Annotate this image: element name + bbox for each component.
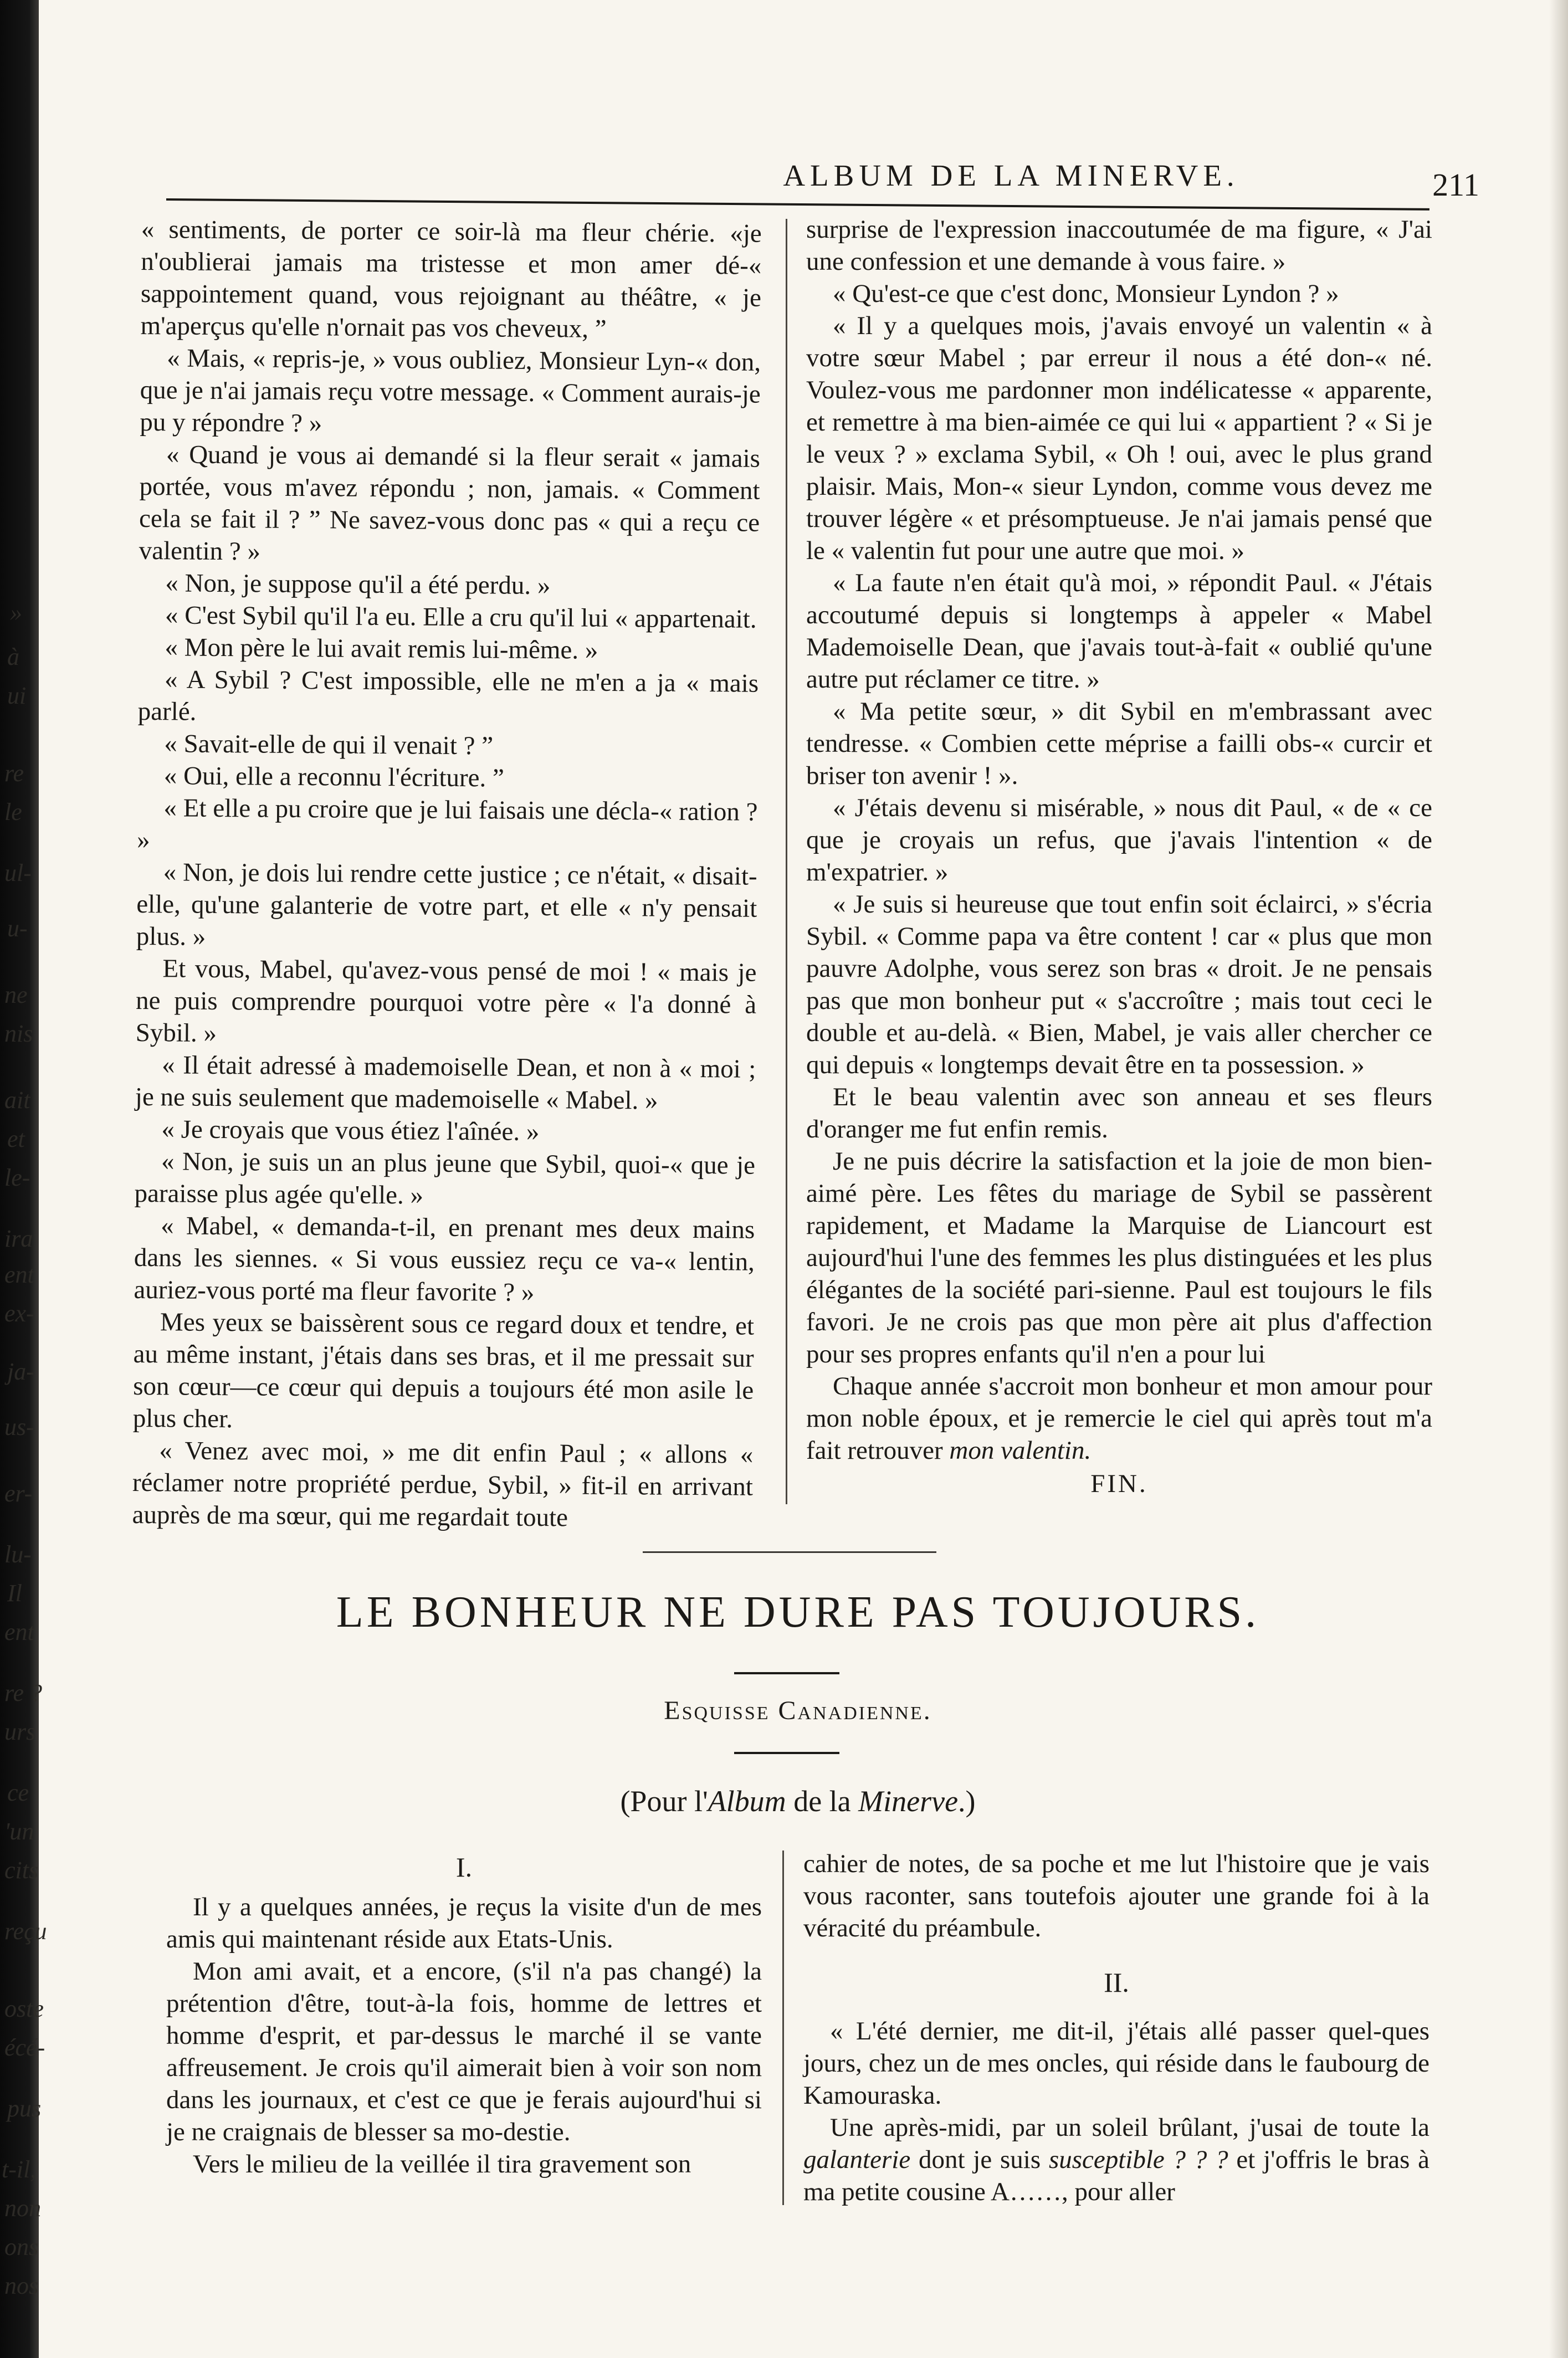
paragraph: « Il était adressé à mademoiselle Dean, et non à « moi ; je ne suis seulement que mademoiselle « Mabel. » <box>135 1050 756 1115</box>
page-number: 211 <box>1432 167 1479 203</box>
article-credit <box>166 1784 1429 1818</box>
paragraph: « La faute n'en était qu'à moi, » répondit Paul. « J'étais accoutumé depuis si longtemps à appeler « Mabel Mademoiselle Dean, que j'avais tout-à-fait « oublié qu'une autre put réclamer ce titre. » <box>806 568 1432 694</box>
paragraph: « Mabel, « demanda-t-il, en prenant mes deux mains dans les siennes. « Si vous eussiez reçu ce va-« lentin, auriez-vous porté ma fleur favorite ? » <box>134 1211 755 1307</box>
gutter-fragment: ent <box>4 1261 34 1288</box>
section-separator <box>643 1551 936 1553</box>
paragraph: Mon ami avait, et a encore, (s'il n'a pas changé) la prétention d'être, tout-à-la fois, homme de lettres et homme d'esprit, et par-dessus le marché il se vante affreusement. Je crois qu'il aimerait bien à voir son nom dans les journaux, et c'est ce que je ferais aujourd'hui si je ne craignais de blesser sa mo-destie. <box>166 1957 762 2146</box>
gutter-fragment: nos <box>4 2272 39 2299</box>
article-title: LE BONHEUR NE DURE PAS TOUJOURS. <box>336 1588 1260 1637</box>
paragraph: cahier de notes, de sa poche et me lut l'histoire que je vais vous raconter, sans toutefois ajouter une grande foi à la véracité du préambule. <box>803 1849 1429 1942</box>
paragraph: « Non, je suis un an plus jeune que Sybil, quoi-« que je paraisse plus agée qu'elle. » <box>134 1147 756 1210</box>
gutter-fragment: reçu <box>4 1918 47 1945</box>
paragraph: « C'est Sybil qu'il l'a eu. Elle a cru qu'il lui « appartenait. <box>165 601 757 634</box>
running-head: ALBUM DE LA MINERVE. <box>783 158 1239 192</box>
gutter-fragment: non <box>4 2195 41 2222</box>
credit-album: Album <box>708 1785 786 1818</box>
column-rule-bottom <box>782 1850 784 2205</box>
gutter-fragment: t-il, <box>2 2156 37 2183</box>
paragraph: « Mon père le lui avait remis lui-même. » <box>165 633 598 665</box>
paragraph-italic: mon valentin. <box>949 1436 1092 1465</box>
section-number: II. <box>1104 1967 1129 1998</box>
paragraph: « Savait-elle de qui il venait ? ” <box>164 729 494 761</box>
gutter-fragment: et <box>7 1125 25 1152</box>
gutter-fragment: us- <box>4 1413 34 1441</box>
gutter-fragment: le <box>4 798 22 826</box>
gutter-fragment: ce <box>7 1779 29 1806</box>
gutter-fragment: ul- <box>4 859 32 886</box>
gutter-fragment: cits <box>4 1857 39 1884</box>
column-rule-top <box>786 219 787 1504</box>
gutter-fragment: ait <box>4 1086 30 1114</box>
paragraph: « Mais, « repris-je, » vous oubliez, Monsieur Lyn-« don, que je n'ai jamais reçu votre message. « Comment aurais-je pu y répondre ? » <box>140 344 761 438</box>
gutter-fragment: ons <box>4 2233 39 2260</box>
gutter-fragment: » <box>10 599 22 626</box>
gutter-fragment: ui <box>7 682 27 709</box>
paragraph-italic: susceptible ? ? ? <box>1048 2145 1228 2174</box>
credit-text: .) <box>958 1785 976 1818</box>
gutter-fragment: u- <box>7 915 28 942</box>
paragraph: surprise de l'expression inaccoutumée de ma figure, « J'ai une confession et une demande à vous faire. » <box>806 215 1432 276</box>
gutter-fragment: le- <box>4 1164 30 1191</box>
paragraph: « Je suis si heureuse que tout enfin soit éclairci, » s'écria Sybil. « Comme papa va être content ! car « plus que mon pauvre Adolphe, vous serez son bras « droit. Je ne pensais pas que mon bonheur put « s'accroître ; mais tout ceci le double et au-delà. « Bien, Mabel, je vais aller chercher ce qui depuis « longtemps devait être en ta possession. » <box>806 890 1432 1079</box>
gutter-fragment: oste <box>4 1995 44 2022</box>
credit-text: (Pour l' <box>620 1785 708 1818</box>
paragraph <box>803 2111 1429 2208</box>
paragraph: « Et elle a pu croire que je lui faisais une décla-« ration ? » <box>136 793 758 855</box>
paragraph: Il y a quelques années, je reçus la visite d'un de mes amis qui maintenant réside aux Etats-Unis. <box>166 1893 762 1954</box>
gutter-fragment: pus <box>7 2095 42 2122</box>
gutter-fragment: 'un <box>4 1818 34 1845</box>
paragraph: « Il y a quelques mois, j'avais envoyé un valentin « à votre sœur Mabel ; par erreur il nous a été don-« né. Voulez-vous me pardonner mon indélicatesse « apparente, et remettre à ma bien-aimée ce qui lui « appartient ? « Si je le veux ? » exclama Sybil, « Oh ! oui, avec le plus grand plaisir. Mais, Mon-« sieur Lyndon, comme vous devez me trouver légère « et présomptueuse. Je n'ai jamais pensé que le « valentin fut pour une autre que moi. » <box>806 311 1432 565</box>
gutter-fragment: ira <box>4 1225 33 1252</box>
gutter-fragment: nis <box>4 1020 33 1047</box>
left-column <box>132 213 762 1535</box>
header-rule <box>166 198 1429 211</box>
article-right-column <box>803 1848 1429 2208</box>
gutter-fragment: lu- <box>4 1541 32 1568</box>
paragraph: « Qu'est-ce que c'est donc, Monsieur Lyndon ? » <box>833 279 1339 308</box>
paragraph-text: dont je suis <box>918 2145 1041 2174</box>
subtitle-rule <box>734 1752 839 1754</box>
paragraph: Je ne puis décrire la satisfaction et la joie de mon bien-aimé père. Les fêtes du mariage de Sybil se passèrent rapidement, et Madame la Marquise de Liancourt est aujourd'hui l'une des femmes les plus distinguées et les plus élégantes de la société pari-sienne. Paul est toujours le fils favori. Je ne crois pas que mon père ait plus d'affection pour ses propres enfants qu'il n'en a pour lui <box>806 1147 1432 1368</box>
right-column <box>806 213 1432 1500</box>
page-edge-shadow <box>1549 0 1568 2358</box>
gutter-fragment: urs <box>4 1718 36 1745</box>
paragraph: « Non, je suppose qu'il a été perdu. » <box>165 568 551 601</box>
paragraph: Mes yeux se baissèrent sous ce regard doux et tendre, et au même instant, j'étais dans ses bras, et il me pressait sur son cœur—ce cœur qui depuis a toujours été mon asile le plus cher. <box>132 1308 755 1434</box>
paragraph: « L'été dernier, me dit-il, j'étais allé passer quel-ques jours, chez un de mes oncles, qui réside dans le faubourg de Kamouraska. <box>803 2017 1429 2110</box>
gutter-fragment: ent <box>4 1618 34 1646</box>
paragraph: « sentiments, de porter ce soir-là ma fleur chérie. «je n'oublierai jamais ma tristesse et mon amer dé-« sappointement quand, vous rejoignant au théâtre, « je m'aperçus qu'elle n'ornait pas vos cheveux, ” <box>140 214 762 344</box>
paragraph-text: Chaque année s'accroit mon bonheur et mon amour pour mon noble époux, et je remercie le ciel qui après tout m'a fait retrouver <box>806 1372 1432 1465</box>
article-left-column <box>166 1848 762 2180</box>
paragraph: « Ma petite sœur, » dit Sybil en m'embrassant avec tendresse. « Combien cette méprise a failli obs-« curcir et briser ton avenir ! ». <box>806 697 1432 790</box>
gutter-fragment: à <box>7 643 19 670</box>
paragraph <box>806 1370 1432 1467</box>
gutter-fragment: écé- <box>4 2034 45 2061</box>
gutter-fragment: re ? <box>4 1679 43 1706</box>
gutter-fragment: re <box>4 760 24 787</box>
paragraph-text: et j'offris le bras à ma petite cousine A……, pour aller <box>803 2145 1430 2206</box>
paragraph: « A Sybil ? C'est impossible, elle ne m'en a ja « mais parlé. <box>137 665 759 726</box>
paragraph: « Je croyais que vous étiez l'aînée. » <box>161 1115 540 1147</box>
credit-minerve: Minerve <box>858 1785 959 1818</box>
article-subtitle: Esquisse Canadienne. <box>664 1696 932 1725</box>
gutter-fragment: Il <box>7 1580 22 1607</box>
gutter-fragment: ex- <box>4 1300 34 1327</box>
paragraph: « Oui, elle a reconnu l'écriture. ” <box>163 761 505 793</box>
credit-text: de la <box>786 1785 859 1818</box>
paragraph: « Quand je vous ai demandé si la fleur serait « jamais portée, vous m'avez répondu ; non, jamais. « Comment cela se fait il ? ” Ne savez-vous donc pas « qui a reçu ce valentin ? » <box>139 440 761 566</box>
gutter-fragment: er- <box>4 1480 33 1507</box>
paragraph: « Venez avec moi, » me dit enfin Paul ; « allons « réclamer notre propriété perdue, Sybil, » fit-il en arrivant auprès de ma sœur, qui me regardait toute <box>132 1436 754 1532</box>
paragraph: Et le beau valentin avec son anneau et ses fleurs d'oranger me fut enfin remis. <box>806 1083 1432 1144</box>
title-rule <box>734 1672 839 1674</box>
section-number: I. <box>455 1852 473 1883</box>
fin-mark: FIN. <box>1090 1469 1148 1498</box>
gutter-fragment: ja- <box>7 1358 34 1385</box>
paragraph: « J'étais devenu si misérable, » nous dit Paul, « de « ce que je croyais un refus, que j'avais l'intention « de m'expatrier. » <box>806 793 1432 886</box>
paragraph: Et vous, Mabel, qu'avez-vous pensé de moi ! « mais je ne puis comprendre pourquoi votre père « l'a donné à Sybil. » <box>135 954 757 1048</box>
paragraph: Vers le milieu de la veillée il tira gravement son <box>193 2150 691 2178</box>
paragraph-text: Une après-midi, par un soleil brûlant, j'usai de toute la <box>830 2113 1429 2142</box>
paragraph-italic: galanterie <box>803 2145 911 2174</box>
paragraph: « Non, je dois lui rendre cette justice ; ce n'était, « disait-elle, qu'une galanterie de votre part, et elle « n'y pensait plus. » <box>136 858 757 951</box>
gutter-fragment: ne <box>4 981 28 1008</box>
